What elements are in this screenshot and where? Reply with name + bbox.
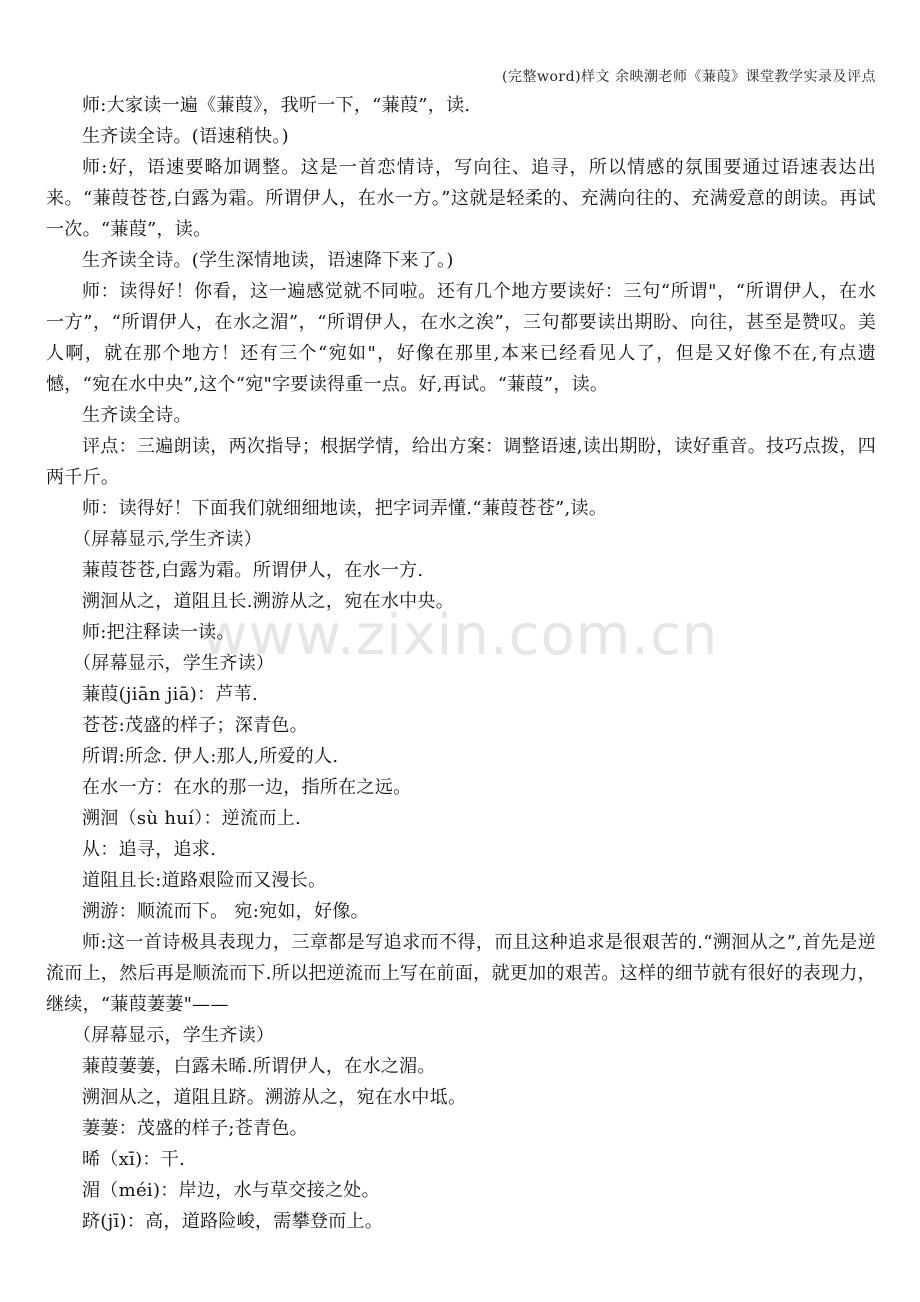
screen-display-note: （屏幕显示，学生齐读） [73,653,275,674]
paragraph-teacher-emphasis: 师：读得好！你看，这一遍感觉就不同啦。还有几个地方要读好：三句“所谓"，“所谓伊人，在水一方”，“所谓伊人，在水之湄”，“所谓伊人，在水之涘”，三句都要读出期盼、向往，甚至是赞叹。美人啊，就在那个地方！还有三个“宛如"，好像在那里,本来已经看见人了，但是又好像不在,有点遗憾，“宛在水中央”,这个“宛"字要读得重一点。好,再试。“蒹葭”，读。 [46,281,876,395]
paragraph-students-read-fast: 生齐读全诗。(语速稍快。) [82,126,289,147]
annotation-line: 晞（xī)：干. [82,1149,186,1170]
page-header: (完整word)样文 余映潮老师《蒹葭》课堂教学实录及评点 [502,69,876,85]
poem-line: 溯洄从之，道阻且跻。溯游从之，宛在水中坻。 [82,1087,467,1108]
annotation-line: 湄（méi)：岸边，水与草交接之处。 [82,1180,380,1201]
annotation-line: 跻(jī)：高，道路险峻，需攀登而上。 [82,1211,384,1232]
paragraph-comment: 评点：三遍朗读，两次指导；根据学情，给出方案：调整语速,读出期盼，读好重音。技巧点拨，四两千斤。 [46,436,876,488]
paragraph-teacher-adjust-speed: 师:好，语速要略加调整。这是一首恋情诗，写向往、追寻，所以情感的氛围要通过语速表达出来。“蒹葭苍苍,白露为霜。所谓伊人，在水一方。”这就是轻柔的、充满向往的、充满爱意的朗读。再试一次。“蒹葭”，读。 [46,157,876,240]
paragraph-teacher-read-instruction: 师:大家读一遍《蒹葭》，我听一下，“蒹葭”，读. [82,95,471,116]
poem-line: 溯洄从之，道阻且长.溯游从之，宛在水中央。 [82,591,455,612]
paragraph-students-read-slow: 生齐读全诗。(学生深情地读，语速降下来了。) [82,250,454,271]
screen-display-note: （屏幕显示,学生齐读） [73,529,263,550]
annotation-line: 萋萋：茂盛的样子;苍青色。 [82,1118,308,1139]
annotation-line: 蒹葭(jiān jiā)：芦苇. [82,684,259,705]
annotation-line: 溯洄（sù huí）：逆流而上. [82,808,302,829]
annotation-line: 苍苍:茂盛的样子；深青色。 [82,715,308,736]
poem-line: 蒹葭萋萋，白露未晞.所谓伊人，在水之湄。 [82,1056,436,1077]
annotation-line: 所谓:所念. 伊人:那人,所爱的人. [82,746,339,767]
annotation-line: 在水一方：在水的那一边，指所在之远。 [82,777,412,798]
document-body [46,90,876,1237]
annotation-line: 溯游：顺流而下。 宛:宛如，好像。 [82,901,369,922]
annotation-line: 从：追寻，追求. [82,839,217,860]
paragraph-teacher-notes: 师:把注释读一读。 [82,622,235,643]
paragraph-teacher-close-reading: 师：读得好！下面我们就细细地读，把字词弄懂.“蒹葭苍苍”,读。 [82,498,608,519]
annotation-line: 道阻且长:道路艰险而又漫长。 [82,870,327,891]
screen-display-note: （屏幕显示，学生齐读） [73,1025,275,1046]
watermark: www.zixin.com.cn [201,603,719,668]
paragraph-students-read-again: 生齐读全诗。 [82,405,192,426]
poem-line: 蒹葭苍苍,白露为霜。所谓伊人，在水一方. [82,560,424,581]
paragraph-teacher-expressiveness: 师:这一首诗极具表现力，三章都是写追求而不得，而且这种追求是很艰苦的.“溯洄从之”,首先是逆流而上，然后再是顺流而下.所以把逆流而上写在前面，就更加的艰苦。这样的细节就有很好的表现力，继续，“蒹葭萋萋"—— [46,932,876,1015]
